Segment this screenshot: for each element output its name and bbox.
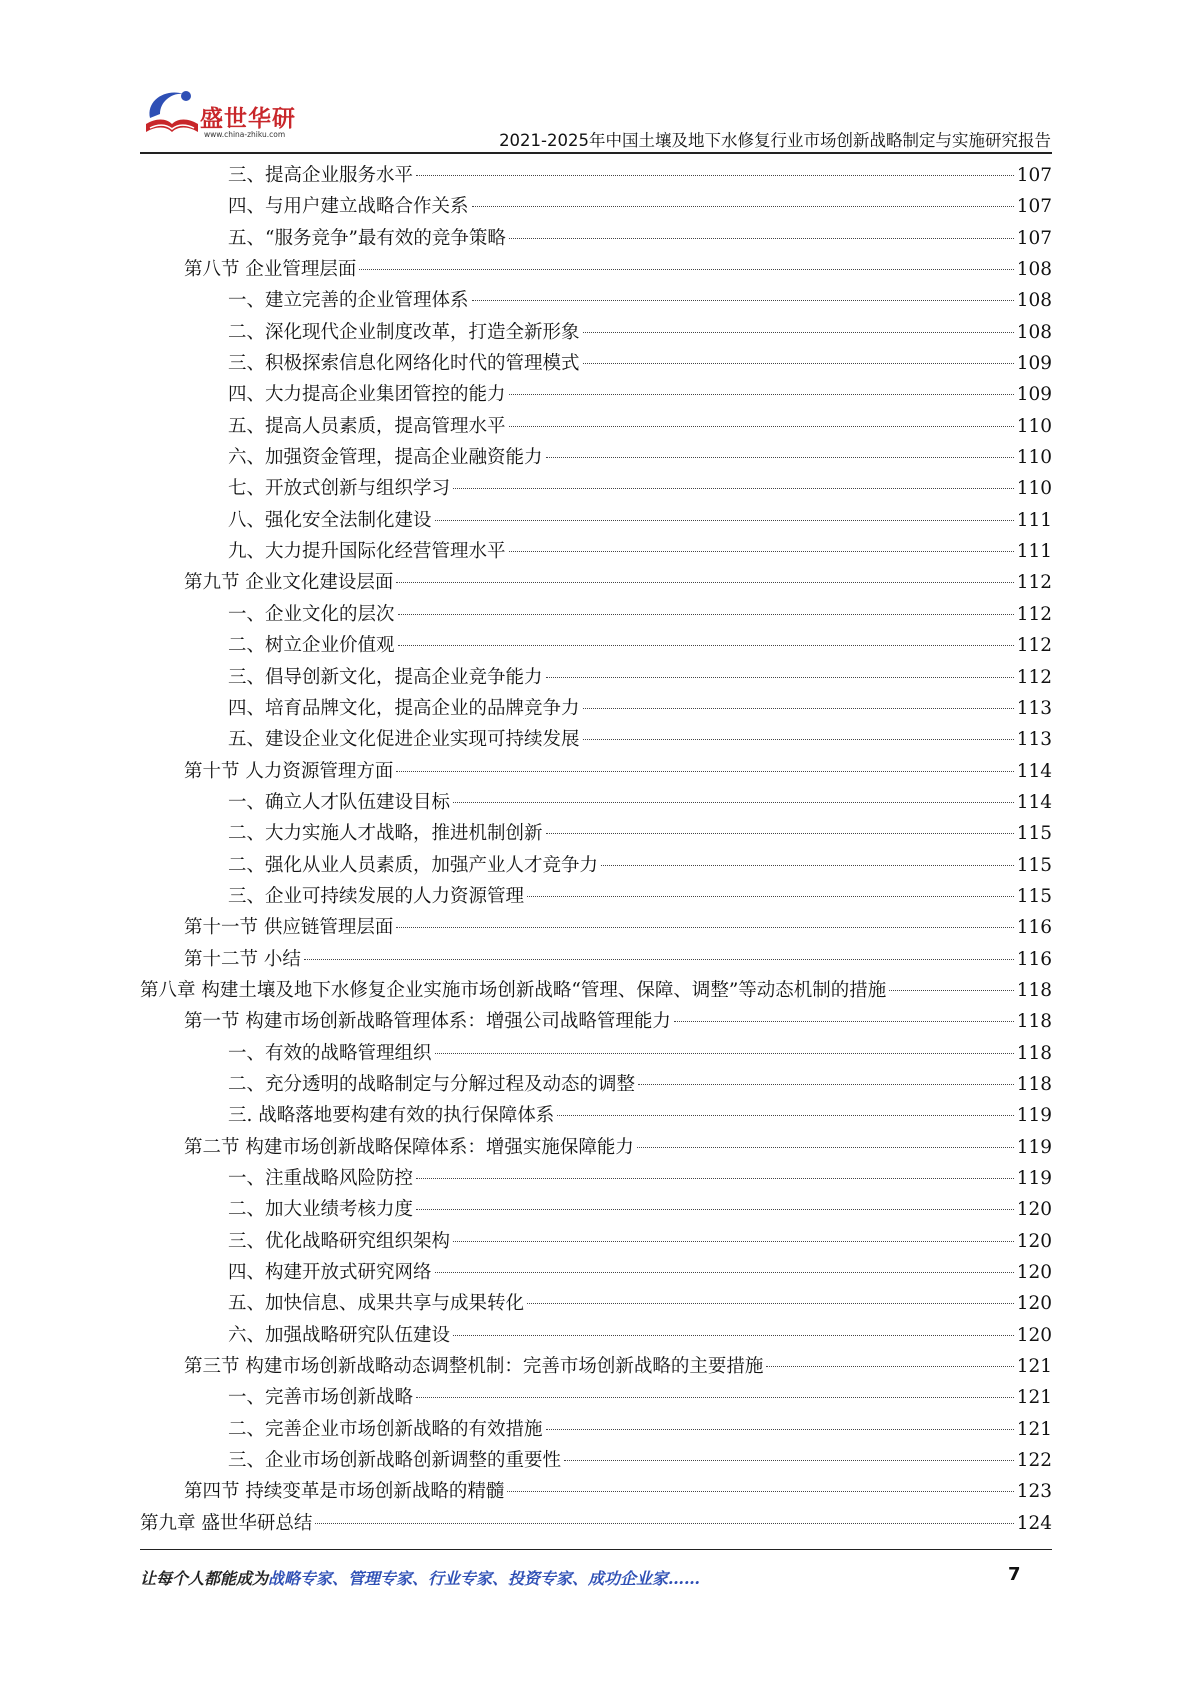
footer-slogan-highlight: 战略专家、管理专家、行业专家、投资专家、成功企业家……	[268, 1569, 701, 1588]
toc-entry-page: 120	[1016, 1324, 1052, 1346]
toc-entry[interactable]	[140, 1476, 1052, 1507]
toc-entry-label: 五、建设企业文化促进企业实现可持续发展	[228, 729, 580, 751]
toc-dot-leader	[396, 582, 1013, 583]
toc-entry[interactable]	[140, 1382, 1052, 1413]
footer-slogan	[140, 1566, 1052, 1592]
toc-entry[interactable]	[140, 285, 1052, 316]
toc-entry[interactable]	[140, 693, 1052, 724]
toc-dot-leader	[889, 990, 1013, 991]
page-number: 7	[1008, 1564, 1021, 1585]
toc-entry[interactable]	[140, 1163, 1052, 1194]
toc-dot-leader	[472, 206, 1014, 207]
toc-entry[interactable]	[140, 662, 1052, 693]
toc-dot-leader	[398, 614, 1014, 615]
toc-dot-leader	[509, 394, 1014, 395]
toc-entry-page: 107	[1016, 165, 1052, 186]
page-header	[0, 0, 1191, 160]
toc-dot-leader	[507, 1491, 1013, 1492]
toc-entry-page: 122	[1016, 1450, 1052, 1472]
toc-entry[interactable]	[140, 1194, 1052, 1225]
toc-dot-leader	[416, 175, 1014, 176]
toc-dot-leader	[546, 833, 1014, 834]
toc-entry[interactable]	[140, 599, 1052, 630]
toc-entry-page: 110	[1016, 447, 1052, 469]
toc-entry[interactable]	[140, 223, 1052, 254]
toc-entry[interactable]	[140, 1038, 1052, 1069]
toc-dot-leader	[472, 300, 1014, 301]
toc-entry-label: 四、大力提高企业集团管控的能力	[228, 384, 506, 406]
toc-entry[interactable]	[140, 630, 1052, 661]
toc-entry-label: 九、大力提升国际化经营管理水平	[228, 541, 506, 563]
toc-entry-label: 一、建立完善的企业管理体系	[228, 290, 469, 312]
toc-entry[interactable]	[140, 881, 1052, 912]
toc-entry-page: 115	[1016, 854, 1052, 876]
toc-entry-page: 123	[1016, 1481, 1052, 1503]
toc-entry[interactable]	[140, 160, 1052, 191]
toc-entry[interactable]	[140, 1132, 1052, 1163]
toc-entry-page: 120	[1016, 1230, 1052, 1252]
toc-entry-page: 118	[1016, 1042, 1052, 1064]
toc-entry-page: 112	[1016, 666, 1052, 688]
toc-entry-label: 五、加快信息、成果共享与成果转化	[228, 1293, 525, 1315]
toc-entry-label: 六、加强资金管理，提高企业融资能力	[228, 447, 543, 469]
toc-entry[interactable]	[140, 1069, 1052, 1100]
toc-entry[interactable]	[140, 818, 1052, 849]
toc-entry-page: 113	[1016, 697, 1052, 719]
toc-dot-leader	[583, 739, 1014, 740]
toc-entry-label: 第九章 盛世华研总结	[140, 1512, 313, 1534]
toc-dot-leader	[564, 1460, 1014, 1461]
toc-entry-page: 107	[1016, 227, 1052, 249]
toc-entry-label: 七、开放式创新与组织学习	[228, 478, 451, 500]
toc-entry-page: 118	[1016, 979, 1052, 1001]
toc-dot-leader	[416, 1397, 1014, 1398]
toc-entry-label: 三、倡导创新文化，提高企业竞争能力	[228, 666, 543, 688]
toc-entry-page: 118	[1016, 1073, 1052, 1095]
toc-dot-leader	[637, 1147, 1014, 1148]
toc-entry-label: 三、优化战略研究组织架构	[228, 1230, 451, 1252]
toc-entry-page: 111	[1016, 541, 1052, 563]
toc-dot-leader	[546, 1429, 1014, 1430]
toc-entry-page: 110	[1016, 415, 1052, 437]
toc-entry-label: 五、“服务竞争”最有效的竞争策略	[228, 227, 506, 249]
toc-entry-label: 八、强化安全法制化建设	[228, 509, 432, 531]
toc-entry[interactable]	[140, 191, 1052, 222]
toc-entry[interactable]	[140, 944, 1052, 975]
toc-entry-label: 三. 战略落地要构建有效的执行保障体系	[228, 1105, 555, 1127]
toc-entry-page: 109	[1016, 384, 1052, 406]
toc-entry-label: 二、大力实施人才战略，推进机制创新	[228, 823, 543, 845]
toc-entry-page: 121	[1016, 1387, 1052, 1409]
toc-entry-page: 119	[1016, 1168, 1052, 1189]
toc-entry[interactable]	[140, 411, 1052, 442]
toc-entry[interactable]	[140, 1445, 1052, 1476]
toc-entry[interactable]	[140, 756, 1052, 787]
toc-entry[interactable]	[140, 567, 1052, 598]
toc-entry-label: 三、企业市场创新战略创新调整的重要性	[228, 1450, 562, 1472]
toc-entry[interactable]	[140, 912, 1052, 943]
toc-dot-leader	[509, 238, 1014, 239]
toc-entry[interactable]	[140, 348, 1052, 379]
logo-name: 盛世华研	[200, 106, 296, 132]
header-divider	[140, 152, 1052, 154]
company-logo	[140, 84, 310, 148]
toc-dot-leader	[766, 1366, 1013, 1367]
toc-dot-leader	[304, 959, 1014, 960]
toc-entry-page: 110	[1016, 478, 1052, 500]
toc-dot-leader	[453, 802, 1014, 803]
toc-entry-label: 第三节 构建市场创新战略动态调整机制：完善市场创新战略的主要措施	[184, 1356, 764, 1378]
toc-entry-label: 第十一节 供应链管理层面	[184, 917, 394, 939]
toc-dot-leader	[453, 1241, 1014, 1242]
toc-entry-page: 116	[1016, 917, 1052, 939]
toc-entry-page: 120	[1016, 1199, 1052, 1221]
toc-entry-page: 124	[1016, 1512, 1052, 1534]
toc-entry[interactable]	[140, 1100, 1052, 1131]
toc-dot-leader	[546, 677, 1014, 678]
toc-entry-label: 第九节 企业文化建设层面	[184, 572, 394, 594]
toc-entry[interactable]	[140, 1288, 1052, 1319]
toc-entry-page: 113	[1016, 729, 1052, 751]
toc-dot-leader	[416, 1209, 1014, 1210]
toc-entry[interactable]	[140, 1351, 1052, 1382]
toc-entry-label: 第二节 构建市场创新战略保障体系：增强实施保障能力	[184, 1136, 634, 1158]
toc-entry-label: 六、加强战略研究队伍建设	[228, 1324, 451, 1346]
toc-dot-leader	[509, 426, 1014, 427]
toc-entry-page: 119	[1016, 1105, 1052, 1127]
toc-entry-label: 第八章 构建土壤及地下水修复企业实施市场创新战略“管理、保障、调整”等动态机制的措施	[140, 979, 887, 1001]
toc-entry-label: 第一节 构建市场创新战略管理体系：增强公司战略管理能力	[184, 1011, 671, 1033]
toc-dot-leader	[583, 708, 1014, 709]
toc-entry-label: 一、完善市场创新战略	[228, 1387, 414, 1409]
toc-entry[interactable]	[140, 850, 1052, 881]
toc-entry[interactable]	[140, 1320, 1052, 1351]
toc-entry[interactable]	[140, 787, 1052, 818]
toc-dot-leader	[416, 1178, 1014, 1179]
toc-entry[interactable]	[140, 317, 1052, 348]
toc-entry-label: 二、完善企业市场创新战略的有效措施	[228, 1418, 543, 1440]
toc-entry-page: 115	[1016, 823, 1052, 845]
toc-entry-page: 121	[1016, 1356, 1052, 1378]
toc-dot-leader	[453, 1335, 1014, 1336]
toc-entry-label: 二、加大业绩考核力度	[228, 1199, 414, 1221]
toc-entry-label: 一、确立人才队伍建设目标	[228, 791, 451, 813]
toc-entry-label: 第八节 企业管理层面	[184, 259, 357, 281]
toc-entry-label: 三、提高企业服务水平	[228, 165, 414, 186]
toc-dot-leader	[674, 1021, 1014, 1022]
toc-dot-leader	[583, 332, 1014, 333]
toc-entry-label: 二、树立企业价值观	[228, 635, 395, 657]
toc-entry-page: 109	[1016, 353, 1052, 375]
toc-entry[interactable]	[140, 1414, 1052, 1445]
toc-entry-page: 108	[1016, 259, 1052, 281]
toc-entry-page: 112	[1016, 635, 1052, 657]
footer-slogan-prefix: 让每个人都能成为	[140, 1569, 269, 1588]
table-of-contents	[140, 160, 1052, 1539]
toc-entry-label: 二、深化现代企业制度改革，打造全新形象	[228, 321, 580, 343]
toc-entry-page: 119	[1016, 1136, 1052, 1158]
toc-dot-leader	[527, 1303, 1014, 1304]
toc-entry-label: 三、积极探索信息化网络化时代的管理模式	[228, 353, 580, 375]
toc-dot-leader	[583, 363, 1014, 364]
toc-dot-leader	[601, 865, 1014, 866]
toc-entry-page: 121	[1016, 1418, 1052, 1440]
toc-entry-label: 第十节 人力资源管理方面	[184, 760, 394, 782]
toc-entry-label: 一、有效的战略管理组织	[228, 1042, 432, 1064]
toc-entry-page: 111	[1016, 509, 1052, 531]
toc-dot-leader	[315, 1523, 1013, 1524]
toc-dot-leader	[359, 269, 1013, 270]
toc-entry-label: 三、企业可持续发展的人力资源管理	[228, 885, 525, 907]
toc-entry[interactable]	[140, 724, 1052, 755]
toc-entry-label: 二、强化从业人员素质，加强产业人才竞争力	[228, 854, 599, 876]
toc-entry-label: 四、构建开放式研究网络	[228, 1262, 432, 1284]
toc-entry-page: 118	[1016, 1011, 1052, 1033]
toc-entry-page: 120	[1016, 1262, 1052, 1284]
toc-entry[interactable]	[140, 1257, 1052, 1288]
toc-entry-page: 114	[1016, 791, 1052, 813]
toc-dot-leader	[435, 1053, 1014, 1054]
toc-entry-page: 112	[1016, 572, 1052, 594]
toc-entry-page: 112	[1016, 603, 1052, 625]
toc-entry-page: 108	[1016, 290, 1052, 312]
toc-dot-leader	[546, 457, 1014, 458]
toc-entry-label: 一、注重战略风险防控	[228, 1168, 414, 1189]
toc-entry-page: 107	[1016, 196, 1052, 218]
toc-entry[interactable]	[140, 442, 1052, 473]
footer-divider	[140, 1549, 1052, 1550]
toc-entry[interactable]	[140, 379, 1052, 410]
toc-dot-leader	[527, 896, 1014, 897]
toc-entry-page: 116	[1016, 948, 1052, 970]
toc-dot-leader	[557, 1115, 1013, 1116]
logo-url: www.china-zhiku.com	[204, 130, 286, 139]
toc-dot-leader	[396, 771, 1013, 772]
toc-entry[interactable]	[140, 254, 1052, 285]
toc-entry-label: 一、企业文化的层次	[228, 603, 395, 625]
toc-dot-leader	[396, 927, 1013, 928]
toc-entry[interactable]	[140, 505, 1052, 536]
toc-entry-label: 四、与用户建立战略合作关系	[228, 196, 469, 218]
toc-entry-label: 四、培育品牌文化，提高企业的品牌竞争力	[228, 697, 580, 719]
toc-entry[interactable]	[140, 1006, 1052, 1037]
toc-entry[interactable]	[140, 473, 1052, 504]
toc-dot-leader	[453, 488, 1014, 489]
book-swoosh-logo-icon	[140, 84, 204, 144]
toc-entry[interactable]	[140, 1226, 1052, 1257]
report-title: 2021-2025年中国土壤及地下水修复行业市场创新战略制定与实施研究报告	[499, 131, 1051, 150]
toc-dot-leader	[435, 520, 1014, 521]
toc-entry[interactable]	[140, 975, 1052, 1006]
toc-dot-leader	[398, 645, 1014, 646]
toc-dot-leader	[509, 551, 1014, 552]
toc-entry-page: 108	[1016, 321, 1052, 343]
toc-entry-page: 114	[1016, 760, 1052, 782]
toc-entry-label: 五、提高人员素质，提高管理水平	[228, 415, 506, 437]
toc-entry-label: 第四节 持续变革是市场创新战略的精髓	[184, 1481, 505, 1503]
toc-entry-label: 第十二节 小结	[184, 948, 301, 970]
toc-entry-label: 二、充分透明的战略制定与分解过程及动态的调整	[228, 1073, 636, 1095]
toc-entry-page: 120	[1016, 1293, 1052, 1315]
toc-entry[interactable]	[140, 1508, 1052, 1539]
toc-dot-leader	[435, 1272, 1014, 1273]
toc-entry[interactable]	[140, 536, 1052, 567]
toc-entry-page: 115	[1016, 885, 1052, 907]
toc-dot-leader	[638, 1084, 1014, 1085]
